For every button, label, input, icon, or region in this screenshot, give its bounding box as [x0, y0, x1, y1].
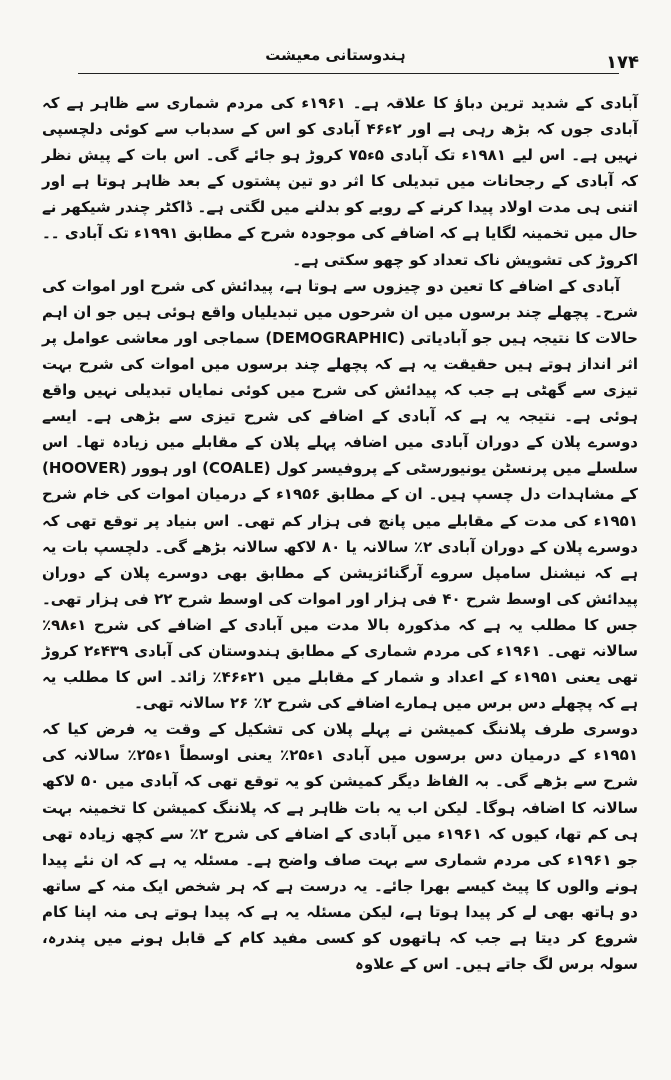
header-rule	[78, 73, 619, 74]
running-header-title: ہندوستانی معیشت	[265, 46, 406, 64]
paragraph-3: دوسری طرف پلاننگ کمیشن نے پہلے پلان کی تشکیل کے وقت یہ فرض کیا کہ ۱۹۵۱ء کے درمیان دس برسوں میں آبادی ۱ء۲۵٪ یعنی اوسطاً ۱ء۲۵٪ سالانہ کی شرح سے بڑھے گی۔ بہ الفاظ دیگر کمیشن کو یہ توقع تھی کہ آبادی میں ۵۰ لاکھ سالانہ کا اضافہ ہوگا۔ لیکن اب یہ بات ظاہر ہے کہ پلاننگ کمیشن کا تخمینہ بہت ہی کم تھا، کیوں کہ ۱۹۶۱ء میں آبادی کے اضافے کی شرح ۲٪ سے کچھ زیادہ تھی جو ۱۹۶۱ء کی مردم شماری سے بہت صاف واضح ہے۔ مسئلہ یہ ہے کہ ان نئے پیدا ہونے والوں کا پیٹ کیسے بھرا جائے۔ یہ درست ہے کہ ہر شخص ایک منہ کے ساتھ دو ہاتھ بھی لے کر پیدا ہوتا ہے، لیکن مسئلہ یہ ہے کہ پیدا ہوتے ہی منہ اپنا کام شروع کر دیتا ہے جب کہ ہاتھوں کو کسی مفید کام کے قابل ہونے میں پندرہ، سولہ برس لگ جاتے ہیں۔ اس کے علاوہ	[42, 720, 638, 974]
paragraph-2: آبادی کے اضافے کا تعین دو چیزوں سے ہوتا ہے، پیدائش کی شرح اور اموات کی شرح۔ پچھلے چند برسوں میں ان شرحوں میں تبدیلیاں واقع ہوئی ہیں جو ان اہم حالات کا نتیجہ ہیں جو آبادیاتی (DEMOGRAPHIC) سماجی اور معاشی عوامل پر اثر انداز ہوتے ہیں حقیقت یہ ہے کہ پچھلے چند برسوں میں اموات کی شرح بہت تیزی سے گھٹی ہے جب کہ پیدائش کی شرح میں کوئی نمایاں تبدیلی نہیں واقع ہوئی ہے۔ نتیجہ یہ ہے کہ آبادی کے اضافے کی شرح تیزی سے بڑھی ہے۔ ایسے دوسرے پلان کے دوران آبادی میں اضافہ پہلے پلان کے مقابلے میں زیادہ تھا۔ اس سلسلے میں پرنسٹن یونیورسٹی کے پروفیسر کول (COALE) اور ہوور (HOOVER) کے مشاہدات دل چسپ ہیں۔ ان کے مطابق ۱۹۵۶ء کے درمیان اموات کی خام شرح ۱۹۵۱ء کی مدت کے مقابلے میں پانچ فی ہزار کم تھی۔ اس بنیاد پر توقع تھی کہ دوسرے پلان کے دوران آبادی ۲٪ سالانہ یا ۸۰ لاکھ سالانہ بڑھے گی۔ دلچسپ بات یہ ہے کہ نیشنل سامپل سروے آرگنائزیشن کے مطابق بھی دوسرے پلان کے دوران پیدائش کی اوسط شرح ۴۰ فی ہزار اور اموات کی اوسط شرح ۲۲ فی ہزار تھی۔ جس کا مطلب یہ ہے کہ مذکورہ بالا مدت میں آبادی کے اضافے کی شرح ۱ء۹۸٪ سالانہ تھی۔ ۱۹۶۱ء کی مردم شماری کے مطابق ہندوستان کی آبادی ۴۳۹ء۲ کروڑ تھی یعنی ۱۹۵۱ء کے اعداد و شمار کے مقابلے میں ۲۱ء۴۶٪ زائد۔ اس کا مطلب یہ ہے کہ پچھلے دس برس میں ہمارے اضافے کی شرح ۲٪ ۲۶ سالانہ تھی۔	[42, 276, 639, 713]
page-body	[42, 90, 638, 977]
page-number: ۱۷۴	[606, 52, 639, 73]
paragraph-1: آبادی کے شدید ترین دباؤ کا علاقہ ہے۔ ۱۹۶۱ء کی مردم شماری سے ظاہر ہے کہ آبادی جوں کہ بڑھ رہی ہے اور ۲ء۴۶ آبادی کو اس کے سدباب سے کوئی دلچسپی نہیں ہے۔ اس لیے ۱۹۸۱ء تک آبادی ۵ء۷۵ کروڑ ہو جائے گی۔ اس بات کے پیش نظر کہ آبادی کے رجحانات میں تبدیلی کا اثر دو تین پشتوں کے بعد ظاہر ہوتا ہے اور اتنی ہی مدت اولاد پیدا کرنے کے رویے کو بدلنے میں لگتی ہے۔ ڈاکٹر چندر شیکھر نے حال میں تخمینہ لگایا ہے کہ اضافے کی موجودہ شرح کے مطابق ۱۹۹۱ء تک آبادی ۔۔ اکروڑ کی تشویش ناک تعداد کو چھو سکتی ہے۔	[42, 94, 639, 269]
